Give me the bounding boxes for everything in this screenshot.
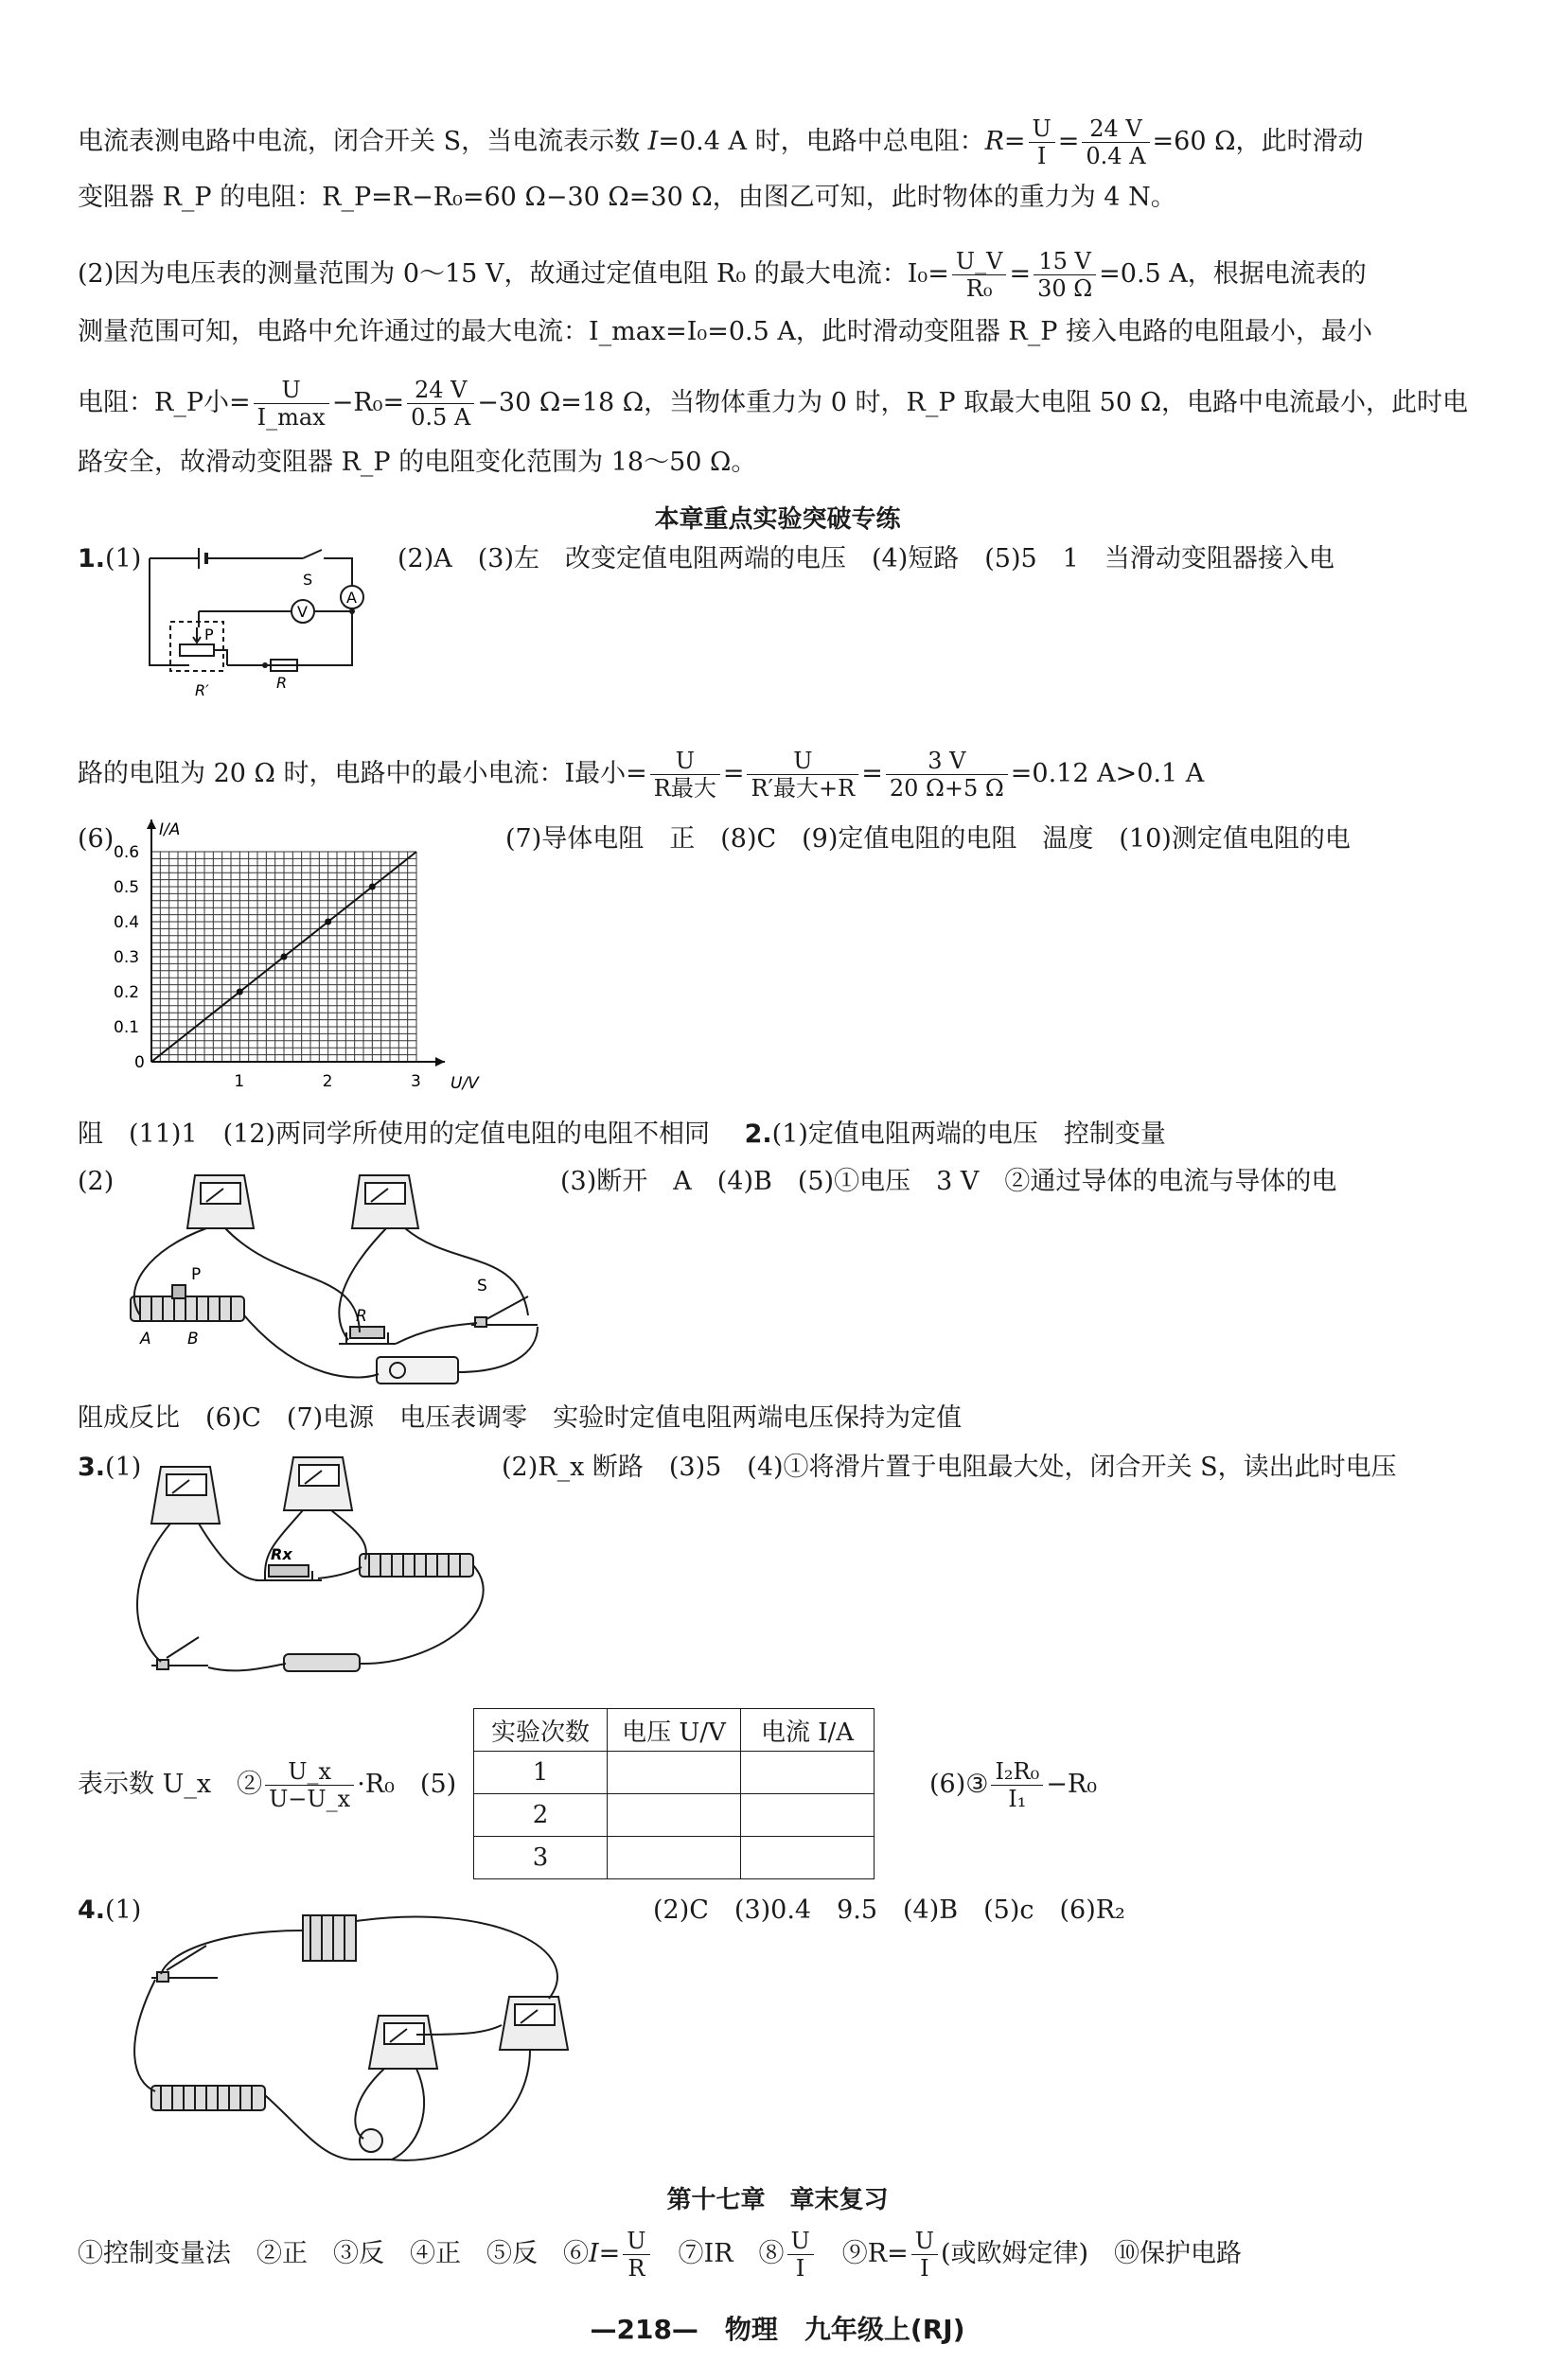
table-row <box>474 1794 875 1837</box>
data-point <box>325 919 331 926</box>
q2-line-1: (2) (3)断开 A (4)B (5)①电压 3 V ②通过导体的电流与导体的电 <box>78 1167 1337 1196</box>
table-header-row <box>474 1709 875 1752</box>
chapter-answers: ①控制变量法 ②正 ③反 ④正 ⑤反 ⑥I= $\frac{U}{R}$ ⑦IR ⑧ $\frac{U}{I}$ ⑨R= $\frac{U}{I}$ (或欧姆定律) ⑩保护电路 <box>78 2228 1243 2282</box>
fraction: $\frac{24 V}{0.4 A}$ <box>1082 115 1149 169</box>
fraction: $\frac{3 V}{20 \Omega+5 \Omega}$ <box>886 748 1008 802</box>
y-axis-arrow <box>147 820 156 829</box>
resistor-label: R <box>356 1307 367 1326</box>
q2-line-2: 阻成反比 (6)C (7)电源 电压表调零 实验时定值电阻两端电压保持为定值 <box>78 1403 963 1433</box>
ammeter-label: A <box>346 589 357 607</box>
terminal-b-label: B <box>187 1330 199 1349</box>
table-cell <box>741 1837 875 1879</box>
data-point <box>237 989 243 996</box>
q1-line-1: 1.(1) (2)A (3)左 改变定值电阻两端的电压 (4)短路 (5)5 1 当滑动变阻器接入电 <box>78 544 1334 573</box>
x-tick-label: 3 <box>411 1072 421 1091</box>
fraction: $\frac{U\_x}{U-U\_x}$ <box>265 1758 354 1812</box>
resistor-label: R <box>276 674 288 692</box>
table-row <box>474 1837 875 1879</box>
chapter-title: 第十七章 章末复习 <box>666 2186 889 2214</box>
q3-line-2: 表示数 U_x ② $\frac{U\_x}{U-U\_x}$ ·R₀ (5) (6)③ $\frac{\text{I₂R₀}}{\text{I₁}}$ −R₀ <box>78 1758 1098 1812</box>
solution-line-5: 电阻：R_P小= $\frac{U}{I\_\max}$ −R₀= $\frac{24 V}{0.5 A}$ −30 Ω=18 Ω，当物体重力为 0 时，R_P 取最大电阻 50 Ω，电路中电流最小，此时电 <box>78 377 1468 431</box>
fraction: $\frac{U}{\text{R′最大+R}}$ <box>747 748 858 802</box>
rx-label: Rx <box>271 1545 292 1563</box>
q3-line-1: 3.(1) (2)R_x 断路 (3)5 (4)①将滑片置于电阻最大处，闭合开关 S，读出此时电压 <box>78 1453 1397 1482</box>
table-header: 实验次数 <box>474 1709 608 1752</box>
q1-line-3: (6) (7)导体电阻 正 (8)C (9)定值电阻的电阻 温度 (10)测定值电阻的电 <box>78 824 1351 854</box>
section-title: 本章重点实验突破专练 <box>654 505 901 534</box>
table-header: 电压 U/V <box>608 1709 741 1752</box>
table-cell <box>608 1837 741 1879</box>
fraction: $\frac{U\_V}{\text{R₀}}$ <box>952 248 1007 302</box>
table-header: 电流 I/A <box>741 1709 875 1752</box>
y-axis-label: I/A <box>159 820 181 839</box>
x-axis-arrow <box>435 1057 445 1067</box>
q1-line-4: 阻 (11)1 (12)两同学所使用的定值电阻的电阻不相同 2.(1)定值电阻两端的电压 控制变量 <box>78 1119 1166 1149</box>
fraction: $\frac{U}{I}$ <box>1029 115 1055 169</box>
table-cell: 1 <box>474 1752 608 1794</box>
y-tick-label: 0.4 <box>114 913 140 932</box>
table-cell <box>741 1794 875 1837</box>
x-tick-label: 1 <box>234 1072 245 1091</box>
slider-label: P <box>191 1265 202 1284</box>
q4-line-1: 4.(1) (2)C (3)0.4 9.5 (4)B (5)c (6)R₂ <box>78 1895 1125 1925</box>
table-cell <box>608 1752 741 1794</box>
fraction: $\frac{U}{I}$ <box>787 2228 814 2282</box>
y-tick-label: 0.6 <box>114 843 140 862</box>
circuit-diagram-3 <box>133 1448 521 1694</box>
data-table <box>473 1708 875 1879</box>
circuit-diagram-2 <box>112 1164 557 1391</box>
solution-line-6: 路安全，故滑动变阻器 R_P 的电阻变化范围为 18～50 Ω。 <box>78 448 757 477</box>
fraction: $\frac{U}{R}$ <box>623 2228 649 2282</box>
table-cell: 2 <box>474 1794 608 1837</box>
table-cell <box>741 1752 875 1794</box>
terminal-a-label: A <box>140 1330 151 1349</box>
y-tick-label: 0.5 <box>114 878 140 897</box>
data-point <box>369 884 376 890</box>
iu-graph <box>104 814 479 1098</box>
slider-label: P <box>204 626 214 643</box>
data-point <box>281 954 288 961</box>
switch-label: S <box>477 1277 487 1296</box>
y-tick-label: 0.3 <box>114 948 140 967</box>
fraction: $\frac{U}{I}$ <box>911 2228 938 2282</box>
switch-label: S <box>303 571 313 589</box>
fraction: $\frac{15 V}{30 \Omega}$ <box>1034 248 1096 302</box>
fraction: $\frac{U}{I\_\max}$ <box>254 377 329 431</box>
fraction: $\frac{U}{\text{R最大}}$ <box>650 748 720 802</box>
origin-label: 0 <box>134 1053 145 1072</box>
fraction: $\frac{\text{I₂R₀}}{\text{I₁}}$ <box>991 1758 1043 1812</box>
fraction: $\frac{24 V}{0.5 A}$ <box>407 377 474 431</box>
table-cell <box>608 1794 741 1837</box>
table-cell: 3 <box>474 1837 608 1879</box>
circuit-diagram-4 <box>133 1893 606 2186</box>
x-tick-label: 2 <box>322 1072 333 1091</box>
solution-line-2: 变阻器 R_P 的电阻：R_P=R−R₀=60 Ω−30 Ω=30 Ω，由图乙可知，此时物体的重力为 4 N。 <box>78 183 1176 212</box>
rheostat-label: R′ <box>195 681 209 699</box>
q1-line-2: 路的电阻为 20 Ω 时，电路中的最小电流：I最小= $\frac{U}{\text{R最大}}$ = $\frac{U}{\text{R′最大+R}}$ = $\frac{3 V}{20 \Omega+5 \Omega}$ =0.12 A>0.1 A <box>78 748 1205 802</box>
table-row <box>474 1752 875 1794</box>
x-axis-label: U/V <box>451 1074 479 1093</box>
y-tick-label: 0.1 <box>114 1018 140 1037</box>
y-tick-label: 0.2 <box>114 983 140 1002</box>
solution-line-1: 电流表测电路中电流，闭合开关 S，当电流表示数 I=0.4 A 时，电路中总电阻：R= $\frac{U}{I}$ = $\frac{24 V}{0.4 A}$ =60 Ω，此时滑动 <box>78 115 1364 169</box>
solution-line-3: (2)因为电压表的测量范围为 0～15 V，故通过定值电阻 R₀ 的最大电流：I₀= $\frac{U\_V}{\text{R₀}}$ = $\frac{15 V}{30 \Omega}$ =0.5 A，根据电流表的 <box>78 248 1367 302</box>
circuit-diagram-1 <box>142 544 379 705</box>
voltmeter-label: V <box>297 603 308 621</box>
page-footer: —218— 物理 九年级上(RJ) <box>590 2314 965 2345</box>
solution-line-4: 测量范围可知，电路中允许通过的最大电流：I_max=I₀=0.5 A，此时滑动变阻器 R_P 接入电路的电阻最小，最小 <box>78 317 1373 346</box>
